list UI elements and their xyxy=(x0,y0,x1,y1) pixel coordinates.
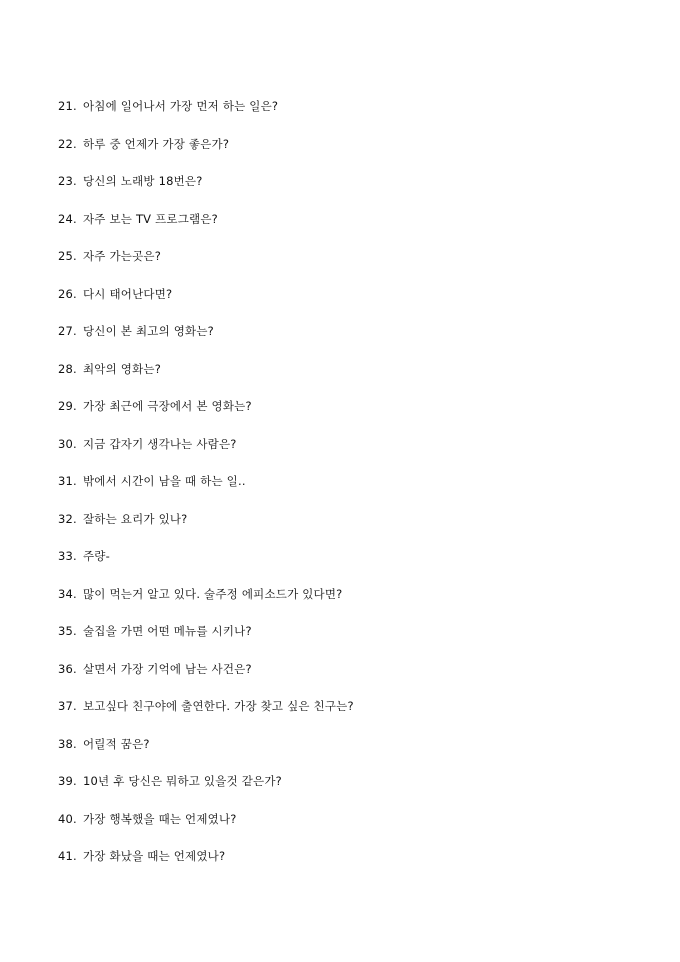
question-number: 26. xyxy=(58,286,77,301)
question-number: 36. xyxy=(58,661,77,676)
question-text: 살면서 가장 기억에 남는 사건은? xyxy=(83,661,252,676)
question-item xyxy=(58,659,658,697)
question-number: 23. xyxy=(58,174,77,188)
question-item xyxy=(58,396,658,434)
question-item xyxy=(58,96,658,134)
question-number: 28. xyxy=(58,361,77,376)
question-text: 많이 먹는거 알고 있다. 술주정 에피소드가 있다면? xyxy=(83,586,343,601)
question-text: 어릴적 꿈은? xyxy=(83,736,150,751)
question-list xyxy=(58,96,658,884)
question-number: 33. xyxy=(58,549,77,563)
question-text: 가장 행복했을 때는 언제였나? xyxy=(83,811,237,826)
question-item xyxy=(58,171,658,209)
question-number: 31. xyxy=(58,474,77,488)
question-text: 자주 보는 TV 프로그램은? xyxy=(83,211,218,226)
question-item xyxy=(58,284,658,322)
question-text: 당신이 본 최고의 영화는? xyxy=(83,324,214,338)
question-text: 주량- xyxy=(83,549,110,563)
question-item xyxy=(58,734,658,772)
question-number: 25. xyxy=(58,249,77,263)
question-text: 10년 후 당신은 뭐하고 있을것 같은가? xyxy=(83,774,282,788)
question-number: 21. xyxy=(58,99,77,113)
question-item xyxy=(58,246,658,284)
question-item xyxy=(58,809,658,847)
question-item xyxy=(58,209,658,247)
question-number: 27. xyxy=(58,324,77,338)
question-text: 밖에서 시간이 남을 때 하는 일.. xyxy=(83,474,246,488)
question-item xyxy=(58,621,658,659)
question-number: 32. xyxy=(58,511,77,526)
question-number: 41. xyxy=(58,849,77,863)
question-text: 잘하는 요리가 있나? xyxy=(83,511,188,526)
question-number: 35. xyxy=(58,624,77,638)
question-item xyxy=(58,696,658,734)
question-number: 38. xyxy=(58,736,77,751)
question-item xyxy=(58,771,658,809)
question-item xyxy=(58,509,658,547)
question-item xyxy=(58,321,658,359)
question-text: 가장 최근에 극장에서 본 영화는? xyxy=(83,399,252,413)
question-text: 보고싶다 친구야에 출연한다. 가장 찾고 싶은 친구는? xyxy=(83,699,354,713)
question-item xyxy=(58,471,658,509)
question-text: 다시 태어난다면? xyxy=(83,286,173,301)
question-number: 30. xyxy=(58,436,77,451)
question-text: 지금 갑자기 생각나는 사람은? xyxy=(83,436,237,451)
question-text: 최악의 영화는? xyxy=(83,361,162,376)
question-item xyxy=(58,434,658,472)
question-text: 아침에 일어나서 가장 먼저 하는 일은? xyxy=(83,99,279,113)
question-number: 34. xyxy=(58,586,77,601)
question-item xyxy=(58,584,658,622)
question-text: 자주 가는곳은? xyxy=(83,249,162,263)
question-text: 가장 화났을 때는 언제였나? xyxy=(83,849,226,863)
question-number: 39. xyxy=(58,774,77,788)
question-item xyxy=(58,546,658,584)
question-number: 22. xyxy=(58,136,77,151)
question-text: 술집을 가면 어떤 메뉴를 시키나? xyxy=(83,624,252,638)
question-number: 37. xyxy=(58,699,77,713)
question-item xyxy=(58,359,658,397)
question-text: 당신의 노래방 18번은? xyxy=(83,174,203,188)
question-item xyxy=(58,134,658,172)
question-number: 29. xyxy=(58,399,77,413)
question-item xyxy=(58,846,658,884)
question-number: 24. xyxy=(58,211,77,226)
question-text: 하루 중 언제가 가장 좋은가? xyxy=(83,136,230,151)
question-number: 40. xyxy=(58,811,77,826)
